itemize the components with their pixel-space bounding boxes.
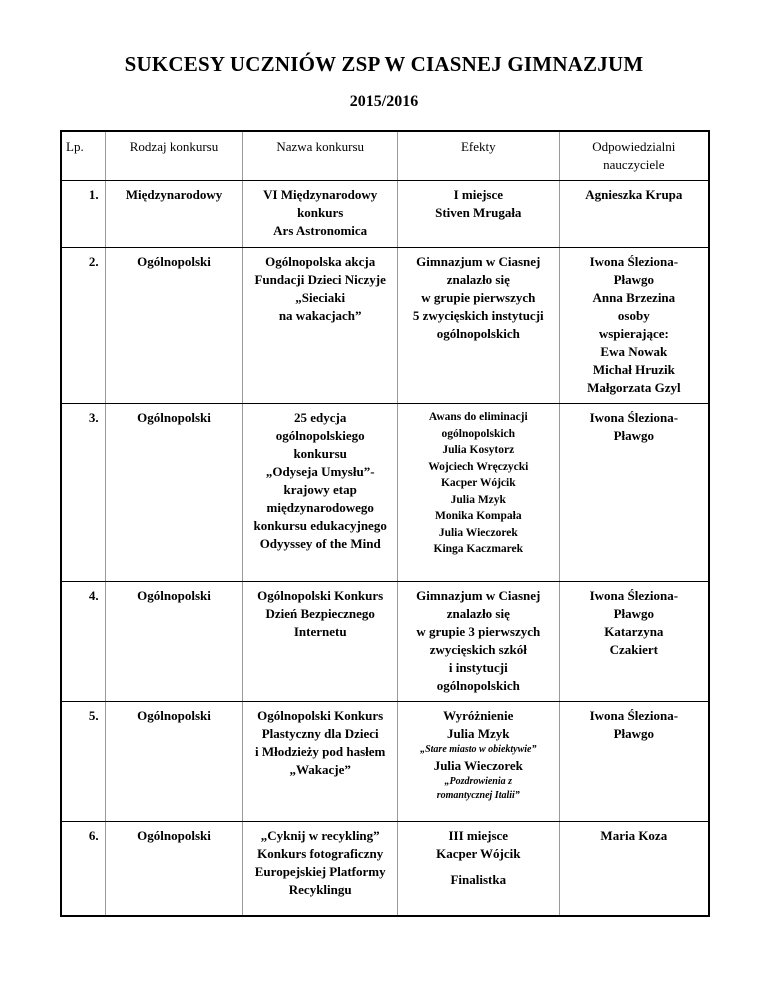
name-line: konkurs [297, 205, 344, 220]
cell-name [243, 404, 397, 582]
responsible-line: Agnieszka Krupa [585, 187, 683, 202]
effects-line: Wojciech Wręczycki [428, 460, 529, 473]
effects-line: Stiven Mrugała [435, 205, 522, 220]
cell-responsible [559, 404, 709, 582]
responsible-line: Czakiert [609, 642, 659, 657]
cell-name [243, 248, 397, 404]
cell-effects [397, 702, 559, 822]
cell-name [243, 181, 397, 248]
school-year: 2015/2016 [349, 93, 419, 110]
cell-lp: 3. [61, 404, 105, 582]
cell-responsible [559, 181, 709, 248]
name-line: i Młodzieży pod hasłem [255, 744, 386, 759]
name-line: „Sieciaki [295, 290, 346, 305]
table-row [61, 822, 709, 917]
cell-type: Ogólnopolski [105, 702, 243, 822]
table-header-row [61, 131, 709, 181]
cell-type: Ogólnopolski [105, 582, 243, 702]
effects-line: Julia Mzyk [447, 726, 510, 741]
cell-responsible [559, 248, 709, 404]
effects-line: znalazło się [446, 272, 510, 287]
responsible-line: Iwona Śleziona- [589, 254, 679, 269]
name-line: Internetu [293, 624, 347, 639]
effects-line: 5 zwycięskich instytucji [412, 308, 544, 323]
cell-type: Ogólnopolski [105, 822, 243, 917]
name-line: Europejskiej Platformy [254, 864, 386, 879]
effects-line: w grupie 3 pierwszych [416, 624, 541, 639]
spacer [402, 863, 555, 871]
header-name: Nazwa konkursu [243, 131, 397, 181]
table-row [61, 181, 709, 248]
header-responsible [559, 131, 709, 181]
name-line: Plastyczny dla Dzieci [261, 726, 379, 741]
name-line: Ogólnopolska akcja [265, 254, 376, 269]
name-line: krajowy etap [283, 482, 357, 497]
name-line: „Odyseja Umysłu”- [265, 464, 375, 479]
effects-line: Gimnazjum w Ciasnej [416, 254, 541, 269]
effects-line: Julia Wieczorek [438, 526, 518, 539]
name-line: ogólnopolskiego [275, 428, 365, 443]
responsible-line: Iwona Śleziona- [589, 588, 679, 603]
name-line: konkursu edukacyjnego [253, 518, 387, 533]
effects-line: Kacper Wójcik [436, 846, 521, 861]
cell-lp: 4. [61, 582, 105, 702]
effects-line: I miejsce [453, 187, 504, 202]
effects-note: „Pozdrowienia z [444, 776, 513, 787]
effects-line: Julia Mzyk [450, 493, 506, 506]
effects-line: Kinga Kaczmarek [433, 543, 524, 555]
effects-line: i instytucji [448, 660, 508, 675]
effects-line: Julia Wieczorek [433, 758, 523, 773]
page-title: SUKCESY UCZNIÓW ZSP W CIASNEJ GIMNAZJUM [124, 52, 644, 76]
effects-line: Finalistka [450, 872, 507, 887]
cell-responsible [559, 702, 709, 822]
name-line: Konkurs fotograficzny [257, 846, 384, 861]
effects-line: ogólnopolskich [436, 326, 520, 341]
cell-lp: 6. [61, 822, 105, 917]
responsible-line: Pławgo [613, 726, 655, 741]
responsible-line: osoby [617, 308, 650, 323]
effects-line: Gimnazjum w Ciasnej [416, 588, 541, 603]
cell-effects [397, 181, 559, 248]
cell-responsible [559, 582, 709, 702]
name-line: Dzień Bezpiecznego [265, 606, 375, 621]
responsible-line: Iwona Śleziona- [589, 410, 679, 425]
responsible-line: Ewa Nowak [600, 344, 668, 359]
cell-lp: 1. [61, 181, 105, 248]
effects-line: Monika Kompała [434, 510, 522, 522]
header-responsible-line2: nauczyciele [603, 157, 665, 172]
responsible-line: Pławgo [613, 606, 655, 621]
effects-line: Wyróżnienie [443, 708, 514, 723]
cell-effects [397, 248, 559, 404]
cell-effects [397, 582, 559, 702]
name-line: Ogólnopolski Konkurs [257, 588, 384, 603]
effects-line: ogólnopolskich [441, 427, 516, 440]
name-line: Fundacji Dzieci Niczyje [254, 272, 386, 287]
responsible-line: Pławgo [613, 428, 655, 443]
header-type: Rodzaj konkursu [105, 131, 243, 181]
effects-line: znalazło się [446, 606, 510, 621]
name-line: „Wakacje” [289, 762, 351, 777]
name-line: międzynarodowego [266, 500, 374, 515]
header-lp: Lp. [61, 131, 105, 181]
cell-name [243, 582, 397, 702]
effects-line: w grupie pierwszych [421, 290, 536, 305]
table-row [61, 702, 709, 822]
responsible-line: wspierające: [598, 326, 669, 341]
responsible-line: Anna Brzezina [592, 290, 676, 305]
effects-note: romantycznej Italii” [436, 790, 520, 801]
cell-type: Międzynarodowy [105, 181, 243, 248]
cell-name [243, 702, 397, 822]
name-line: Ogólnopolski Konkurs [257, 708, 384, 723]
effects-line: Kacper Wójcik [440, 477, 516, 489]
cell-type: Ogólnopolski [105, 404, 243, 582]
responsible-line: Iwona Śleziona- [589, 708, 679, 723]
effects-line: zwycięskich szkół [429, 642, 527, 657]
responsible-line: Michał Hruzik [592, 362, 675, 377]
effects-line: Awans do eliminacji [428, 411, 528, 423]
name-line: na wakacjach” [278, 308, 362, 323]
cell-effects [397, 822, 559, 917]
cell-responsible [559, 822, 709, 917]
results-table [60, 130, 710, 917]
responsible-line: Katarzyna [604, 624, 664, 639]
name-line: VI Międzynarodowy [263, 187, 378, 202]
table-row [61, 582, 709, 702]
responsible-line: Małgorzata Gzyl [587, 380, 681, 395]
responsible-line: Pławgo [613, 272, 655, 287]
responsible-line: Maria Koza [600, 828, 668, 843]
cell-lp: 2. [61, 248, 105, 404]
effects-line: Julia Kosytorz [442, 444, 515, 456]
effects-line: III miejsce [448, 828, 509, 843]
table-row [61, 248, 709, 404]
cell-type: Ogólnopolski [105, 248, 243, 404]
cell-lp: 5. [61, 702, 105, 822]
header-responsible-line1: Odpowiedzialni [592, 139, 676, 154]
table-row [61, 404, 709, 582]
header-effects: Efekty [397, 131, 559, 181]
name-line: 25 edycja [294, 410, 347, 425]
effects-line: ogólnopolskich [436, 678, 520, 693]
name-line: Recyklingu [288, 882, 352, 897]
cell-effects [397, 404, 559, 582]
name-line: Ars Astronomica [273, 223, 368, 238]
name-line: konkursu [293, 446, 347, 461]
effects-note: „Stare miasto w obiektywie” [420, 744, 537, 755]
cell-name [243, 822, 397, 917]
name-line: „Cyknij w recykling” [260, 828, 380, 843]
name-line: Odyyssey of the Mind [259, 536, 381, 551]
